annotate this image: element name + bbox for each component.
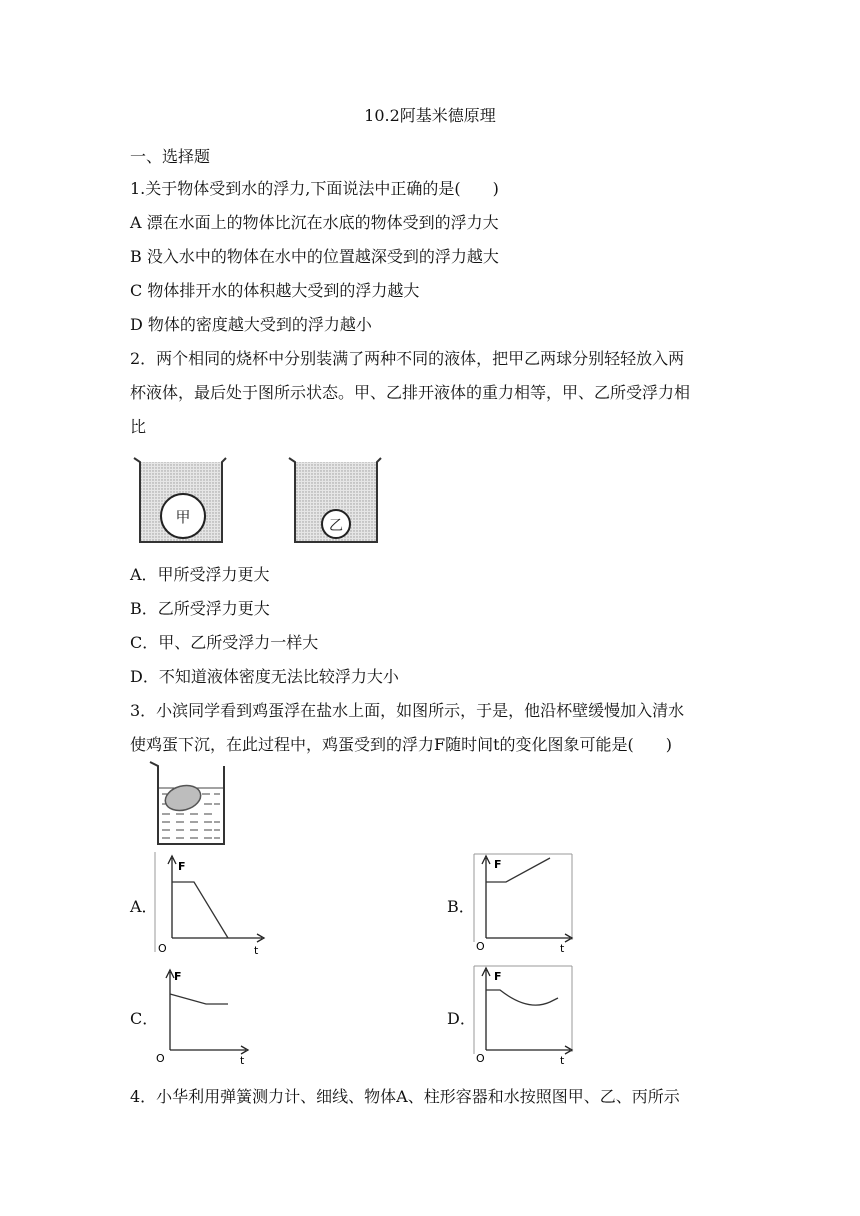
q3-option-a-label: A．	[130, 897, 158, 916]
q1-option-d: D 物体的密度越大受到的浮力越小	[130, 315, 372, 334]
graph-a-f-label: F	[178, 860, 186, 873]
graph-a-t-label: t	[254, 944, 259, 957]
q3-egg-beaker-figure	[146, 758, 230, 848]
q2-stem-line3: 比	[130, 417, 147, 436]
graph-a-origin: O	[158, 942, 167, 955]
q1-option-b: B 没入水中的物体在水中的位置越深受到的浮力越大	[130, 247, 499, 266]
q3-option-d-label: D．	[447, 1009, 476, 1028]
q2-option-b: B．乙所受浮力更大	[130, 599, 270, 618]
q3-graph-c	[150, 966, 260, 1066]
graph-c-curve	[170, 994, 228, 1004]
section-heading: 一、选择题	[130, 147, 211, 166]
graph-a-curve	[172, 882, 228, 938]
graph-b-t-label: t	[560, 942, 565, 955]
graph-b-f-label: F	[494, 858, 502, 871]
beaker-left	[134, 458, 226, 542]
graph-d-t-label: t	[560, 1054, 565, 1067]
beaker-right	[289, 458, 381, 542]
page-title: 10.2阿基米德原理	[364, 106, 496, 125]
graph-c-t-label: t	[240, 1054, 245, 1066]
graph-c-origin: O	[156, 1052, 165, 1065]
ball-jia-label: 甲	[175, 508, 191, 526]
graph-d-f-label: F	[494, 970, 502, 983]
q1-option-c: C 物体排开水的体积越大受到的浮力越大	[130, 281, 420, 300]
q2-stem-line2: 杯液体，最后处于图所示状态。甲、乙排开液体的重力相等，甲、乙所受浮力相	[130, 383, 691, 402]
graph-c-f-label: F	[174, 970, 182, 983]
q1-stem: 1.关于物体受到水的浮力,下面说法中正确的是( )	[130, 179, 499, 198]
q3-option-c-label: C．	[130, 1009, 159, 1028]
q2-option-d: D．不知道液体密度无法比较浮力大小	[130, 667, 399, 686]
graph-d-curve	[486, 990, 558, 1005]
q1-option-a: A 漂在水面上的物体比沉在水底的物体受到的浮力大	[130, 213, 499, 232]
q3-stem-line1: 3．小滨同学看到鸡蛋浮在盐水上面，如图所示，于是，他沿杯壁缓慢加入清水	[130, 701, 685, 720]
q4-stem-line1: 4．小华利用弹簧测力计、细线、物体A、柱形容器和水按照图甲、乙、丙所示	[130, 1087, 680, 1106]
ball-yi-label: 乙	[329, 518, 343, 534]
q3-graph-b	[470, 852, 580, 956]
q3-stem-line2: 使鸡蛋下沉，在此过程中，鸡蛋受到的浮力F随时间t的变化图象可能是( )	[130, 735, 673, 754]
egg-icon	[163, 782, 204, 814]
q3-graph-d	[470, 964, 580, 1068]
q2-beakers-figure	[128, 452, 388, 548]
q2-option-c: C．甲、乙所受浮力一样大	[130, 633, 319, 652]
q2-option-a: A．甲所受浮力更大	[130, 565, 270, 584]
q2-stem-line1: 2．两个相同的烧杯中分别装满了两种不同的液体，把甲乙两球分别轻轻放入两	[130, 349, 685, 368]
graph-b-origin: O	[476, 940, 485, 953]
q3-graph-a	[150, 852, 270, 960]
graph-d-origin: O	[476, 1052, 485, 1065]
q3-option-b-label: B．	[447, 897, 475, 916]
